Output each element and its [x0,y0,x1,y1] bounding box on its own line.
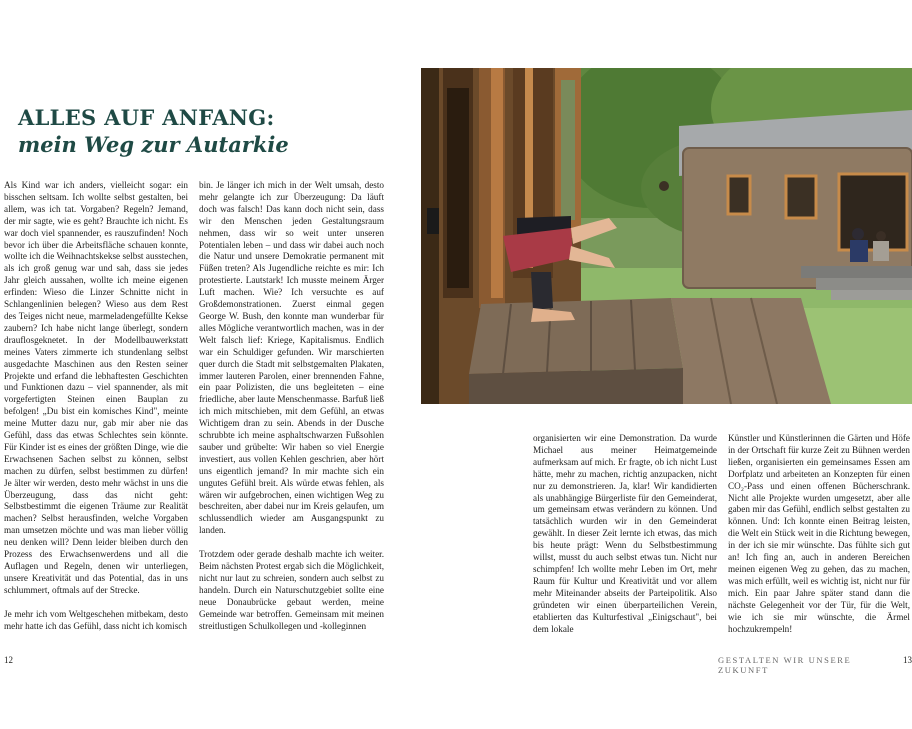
paragraph: bin. Je länger ich mich in der Welt umsah, desto mehr gelangte ich zur Überzeugung: Da läuft doch was falsch! Das kann doch nicht sein, dass wir den Menschen jeden Gestaltungsraum nehmen, dass wir so weit unter unseren Potentialen leben – und dass wir dabei auch noch die Natur und unsere Demokratie permanent mit Füßen treten? Als Jugendliche reichte es mir: Ich protestierte. Lautstark! Ich musste meinem Ärger Luft machen. Wie? Ich versuchte es auf Großdemonstrationen. Zuerst einmal gegen George W. Bush, den konnte man wunderbar für alles Mögliche verantwortlich machen, was in der Welt falsch lief: Kriege, Kapitalismus. Endlich war ein Schuldiger gefunden. Wir marschierten quer durch die Stadt mit selbstgemalten Plakaten, immer lauteren Parolen, einer brennenden Fahne, ein paar Polizisten, die uns begleiteten – eine friedliche, aber laute Menschenmasse. Barfuß ließ ich mich mitschieben, mit dem Gefühl, an etwas Wichtigem dran zu sein. Abends in der Dusche schrubbte ich meine asphaltschwarzen Fußsohlen sauber und grübelte: Wir haben so viel Energie investiert, aus vollen Kehlen geschrien, aber hört uns eigentlich jemand? In mir machte sich ein ungutes Gefühl breit. Als würde etwas fehlen, als wären wir aufgebrochen, einen wichtigen Weg zu beschreiten, aber dabei nur im Kreis gelaufen, um schlussendlich wieder am Ausgangspunkt zu landen. [199,180,384,536]
text-column-3 [533,433,717,635]
paragraph: organisierten wir eine Demonstration. Da wurde Michael aus meiner Heimatgemeinde aufmerksam auf mich. Er fragte, ob ich nicht Lust hätte, mehr zu machen, richtig anzupacken, nicht nur zu demonstrieren. Ja, klar! Wir kandidierten als unabhängige Bürgerliste für den Gemeinderat, um gemeinsam etwas verändern zu können. Und tatsächlich wurden wir in den Gemeinderat gewählt. In dieser Zeit lernte ich etwas, das mich bis heute prägt: Wenn du Selbstbestimmung willst, musst du auch selbst etwas tun. Nicht nur schimpfen! Ich wollte mehr Leben im Ort, mehr Raum für Kultur und Kreativität und vor allem mehr Miteinander abseits der Parteipolitik. Also gründeten wir einen überparteilichen Verein, etablierten das Kulturfestival „Einigschaut", bei dem lokale [533,433,717,634]
footer-right [718,655,912,675]
title-line-1: ALLES AUF ANFANG: [18,105,275,130]
page-number-left: 12 [4,655,13,665]
page-number-right: 13 [903,655,912,665]
title-line-2: mein Weg zur Autarkie [18,132,289,157]
article-photo [421,68,912,404]
paragraph: Je mehr ich vom Weltgeschehen mitbekam, desto mehr hatte ich das Gefühl, dass nicht ich komisch [4,608,188,631]
article-title [18,104,378,158]
paragraph: Als Kind war ich anders, vielleicht sogar: ein bisschen seltsam. Ich wollte selbst gestalten, bei allem, was ich tat. Vorgaben? Regeln? Jemand, der mir sagte, wie es geht? Brauchte ich nicht. Es war doch viel spannender, es rauszufinden! Noch bevor ich über die Arbeitsfläche schauen konnte, wollte ich die Weihnachtskekse selbst ausstechen, als ich groß genug war und sah, dass sie jedes Jahr gleich aussahen, wollte ich meine eigenen erfinden: Wieso die Linzer Schnitte nicht in Schlangenlinien belegen? Wieso aus dem Rest des Teiges nicht neue, marmeladengefüllte Kekse zaubern? Ich habe nicht lange überlegt, sondern drauflosgeknetet. In der Modellbauwerkstatt meines Vaters zimmerte ich stundenlang selbst ausgedachte Maschinen aus den Resten seiner Projekte und erfand die lebhaftesten Geschichten und Funktionen dazu – viel spannender, als mit vorgefertigten Steinen einen Bauplan zu befolgen! „Du bist ein komisches Kind", meinte meine Mutter dazu nur, gab mir aber nie das Gefühl, dass das etwas Schlechtes sein könnte. Für Kinder ist es eines der größten Dinge, wie die Erwachsenen Sachen selbst zu können, selbst machen zu dürfen, selbst bestimmen zu dürfen! Je älter wir werden, desto mehr wächst in uns die Überzeugung, dass das nicht geht: Selbstbestimmt die eigenen Träume zur Realität machen? Selbst herausfinden, welche Vorgaben man umsetzen möchte und was man lieber völlig neu denken will? Denn leider bleiben durch den Prozess des Erwachsenwerdens und all die Auflagen und Regeln, denen wir unterliegen, unsere Kreativität und das Potential, das in uns schlummert, oftmals auf der Strecke. [4,180,188,595]
text-column-2 [199,180,384,632]
paragraph: Trotzdem oder gerade deshalb machte ich weiter. Beim nächsten Protest ergab sich die Möglichkeit, nicht nur laut zu schreien, sondern auch selbst zu handeln. Durch ein Naturschutzgebiet sollte eine neue Donaubrücke gebaut werden, meine Gemeinde war betroffen. Gemeinsam mit meinen streitlustigen Schulkollegen und -kolleginnen [199,549,384,631]
paragraph: Künstler und Künstlerinnen die Gärten und Höfe in der Ortschaft für kurze Zeit zu Bühnen werden ließen, organisierten ein gemeinsames Essen am Dorfplatz und arbeiteten an Konzepten für einen CO₂-Pass und einen offenen Bücherschrank. Nicht alle Projekte wurden umgesetzt, aber alle gaben mir das Gefühl, endlich selbst gestalten zu können. Und: Ich konnte einen Beitrag leisten, die Welt ein Stück weit in die Richtung bewegen, in der ich sie mir wünschte. Das fühlte sich gut an! Ich fing an, auch in anderen Bereichen meinen eigenen Weg zu gehen, das zu machen, was mich erfüllt, weil es wichtig ist, nicht nur für mich. Ein paar Jahre später stand dann die nächste Gelegenheit vor der Tür, für die Welt, wie ich sie mir wünschte, die Ärmel hochzukrempeln! [728,433,910,634]
text-column-1 [4,180,188,632]
text-column-4 [728,433,910,635]
running-head: GESTALTEN WIR UNSERE ZUKUNFT [718,655,852,675]
